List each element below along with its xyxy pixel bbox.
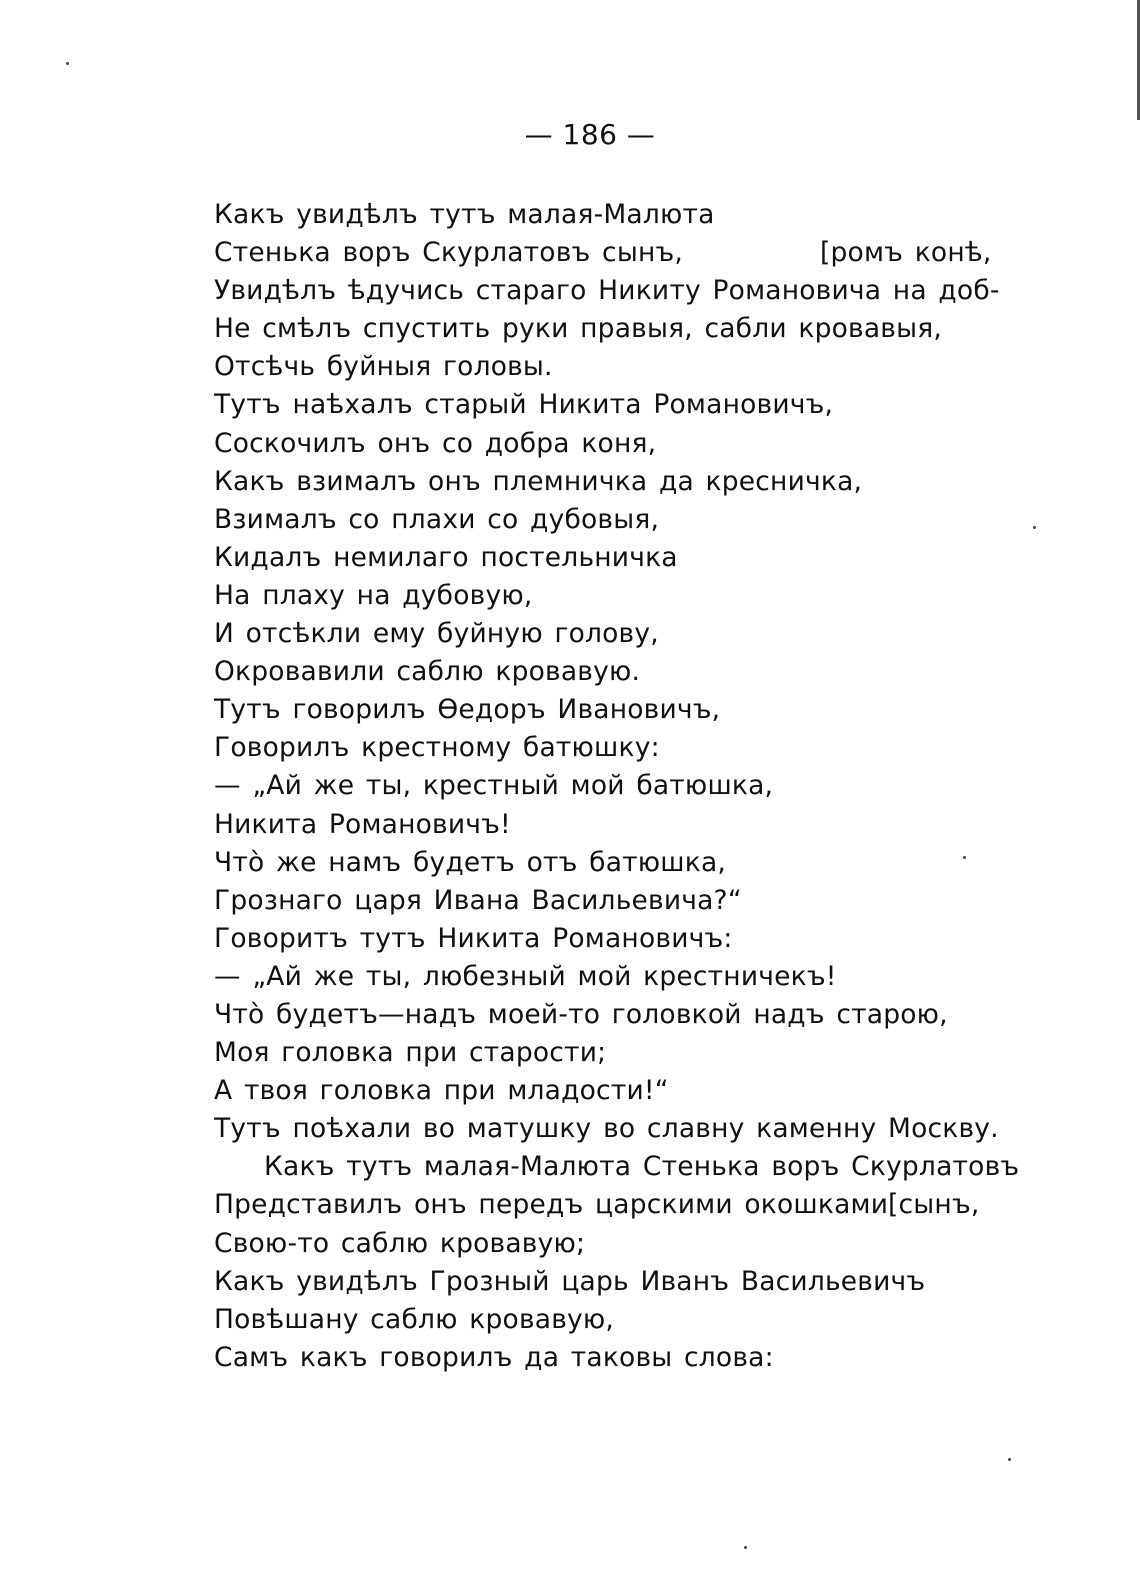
scan-speck (744, 1546, 747, 1549)
text-line: Какъ увидѣлъ тутъ малая-Малюта (214, 199, 715, 230)
text-line: Говоритъ тутъ Никита Романовичъ: (214, 922, 733, 954)
text-line: Окровавили саблю кровавую. (214, 656, 641, 688)
text-line: Повѣшану саблю кровавую, (214, 1303, 615, 1335)
text-line: Не смѣлъ спустить руки правыя, сабли кровавыя, (214, 313, 943, 345)
text-line: Тутъ говорилъ Ѳедоръ Ивановичъ, (214, 694, 721, 726)
text-line: Какъ взималъ онъ племничка да кресничка, (214, 465, 863, 497)
text-line: Какъ увидѣлъ Грозный царь Иванъ Васильевичъ (214, 1265, 926, 1297)
text-line: Кидалъ немилаго постельничка (214, 541, 678, 573)
text-line: А твоя головка при младости!“ (214, 1075, 669, 1107)
text-line: Самъ какъ говорилъ да таковы слова: (214, 1341, 774, 1373)
text-line (214, 234, 1004, 272)
text-line: Моя головка при старости; (214, 1037, 607, 1069)
text-line: Тутъ наѣхалъ старый Никита Романовичъ, (214, 389, 834, 421)
text-line-main: Стенька воръ Скурлатовъ сынъ, (214, 237, 684, 269)
text-line: — „Ай же ты, крестный мой батюшка, (214, 770, 774, 802)
text-line-main: Представилъ онъ передъ царскими окошками (214, 1189, 889, 1221)
text-line: Чтò же намъ будетъ отъ батюшка, (214, 846, 727, 878)
page-number: — 186 — (524, 118, 656, 151)
poem-text (214, 196, 1020, 1377)
scan-speck (1008, 1458, 1011, 1461)
text-line: Свою-то саблю кровавую; (214, 1227, 586, 1259)
text-line: Отсѣчь буйныя головы. (214, 351, 553, 383)
text-line-tail: [ромъ конѣ, (820, 237, 992, 269)
scan-speck (1033, 526, 1036, 529)
text-line: Тутъ поѣхали во матушку во славну каменну Москву. (214, 1113, 999, 1145)
text-line: И отсѣкли ему буйную голову, (214, 618, 659, 650)
text-line: Говорилъ крестному батюшку: (214, 732, 660, 764)
text-line: Чтò будетъ—надъ моей-то головкой надъ старою, (214, 998, 948, 1030)
text-line: Соскочилъ онъ со добра коня, (214, 427, 657, 459)
scan-speck (66, 62, 69, 65)
text-line: — „Ай же ты, любезный мой крестничекъ! (214, 960, 837, 992)
text-line: Никита Романовичъ! (214, 808, 511, 840)
text-line: Увидѣлъ ѣдучись стараго Никиту Романовича на доб- (214, 275, 1000, 307)
text-line: Грознаго царя Ивана Васильевича?“ (214, 884, 742, 916)
text-line: На плаху на дубовую, (214, 579, 533, 611)
text-line (214, 1186, 1004, 1224)
text-line-tail: [сынъ, (888, 1189, 980, 1221)
text-line: Взималъ со плахи со дубовыя, (214, 503, 660, 535)
text-line: Какъ тутъ малая-Малюта Стенька воръ Скурлатовъ (264, 1151, 1020, 1183)
